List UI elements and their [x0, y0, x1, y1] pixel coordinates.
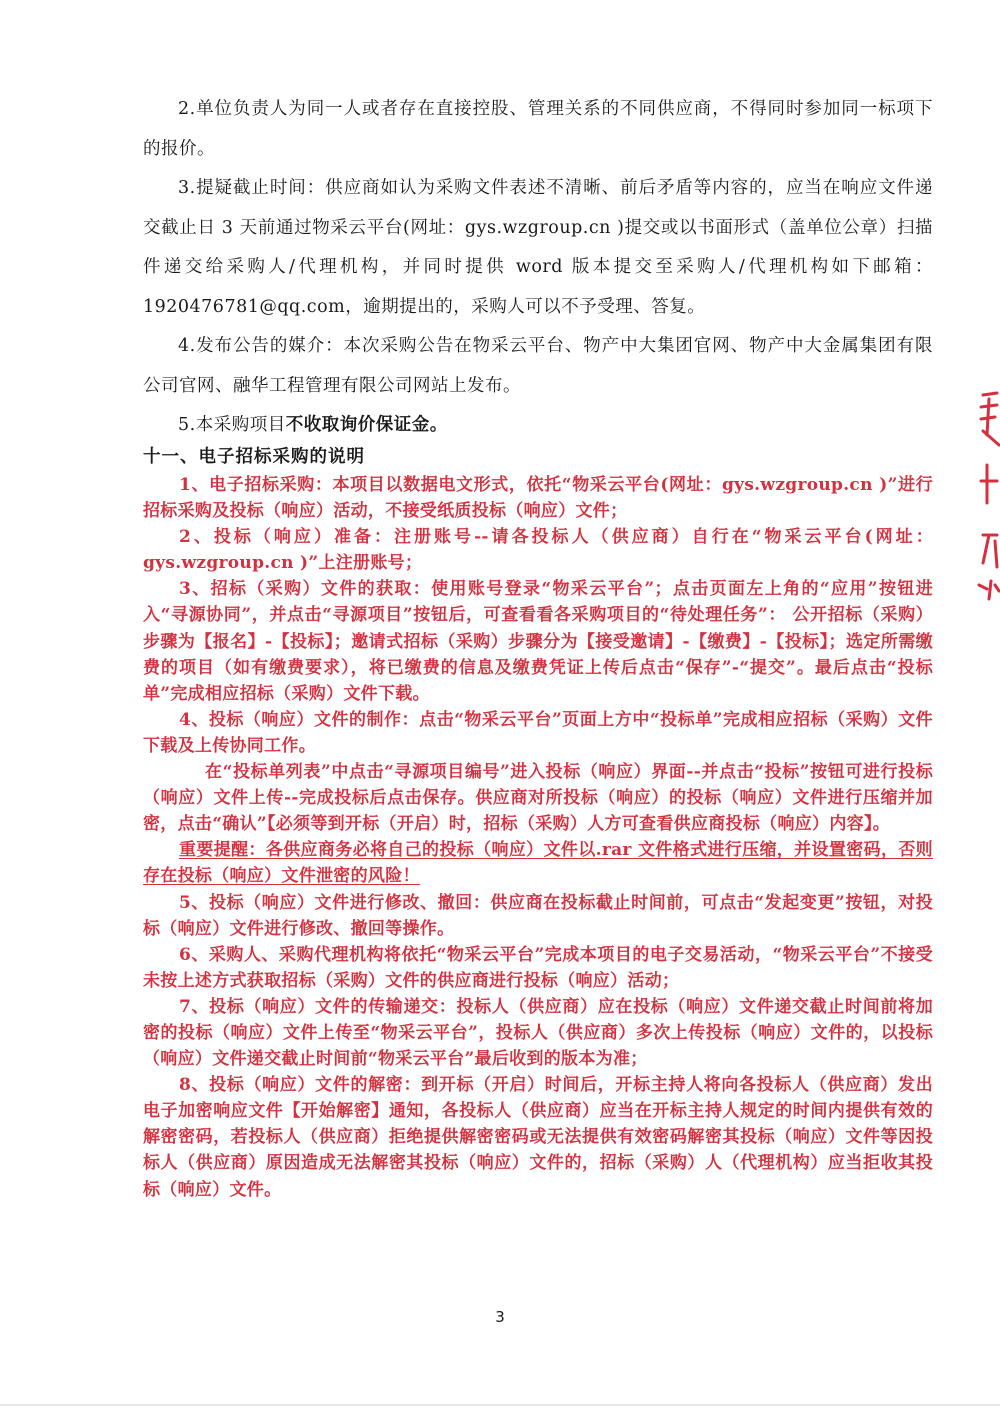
red-item-2: 2、投标（响应）准备：注册账号--请各投标人（供应商）自行在“物采云平台(网址：gys.wzgroup.cn )”上注册账号；	[143, 527, 933, 574]
paragraph-5	[143, 406, 933, 446]
seal-stamp-fragment	[975, 385, 1000, 605]
red-item-4-detail: 在“投标单列表”中点击“寻源项目编号”进入投标（响应）界面--并点击“投标”按钮可进行投标（响应）文件上传--完成投标后点击保存。供应商对所投标（响应）的投标（响应）文件进行压缩并加密，点击“确认”【必须等到开标（开启）时，招标（采购）人方可查看供应商投标（响应）内容】。	[143, 762, 933, 835]
red-item-3: 3、招标（采购）文件的获取：使用账号登录“物采云平台”；点击页面左上角的“应用”按钮进入“寻源协同”，并点击“寻源项目”按钮后，可查看看各采购项目的“待处理任务”： 公开招标（采购）步骤为【报名】-【投标】；邀请式招标（采购）步骤分为【接受邀请】-【缴费】-【投标】；选定所需缴费的项目（如有缴费要求），将已缴费的信息及缴费凭证上传后点击“保存”-“提交”。最后点击“投标单”完成相应招标（采购）文件下载。	[143, 579, 933, 704]
red-item-8: 8、投标（响应）文件的解密：到开标（开启）时间后，开标主持人将向各投标人（供应商）发出电子加密响应文件【开始解密】通知，各投标人（供应商）应当在开标主持人规定的时间内提供有效的解密密码，若投标人（供应商）拒绝提供解密密码或无法提供有效密码解密其投标（响应）文件等因投标人（供应商）原因造成无法解密其投标（响应）文件的，招标（采购）人（代理机构）应当拒收其投标（响应）文件。	[143, 1075, 933, 1200]
important-warning: 重要提醒：各供应商务必将自己的投标（响应）文件以.rar 文件格式进行压缩，并设置密码，否则存在投标（响应）文件泄密的风险！	[143, 840, 933, 887]
red-item-4: 4、投标（响应）文件的制作：点击“物采云平台”页面上方中“投标单”完成相应招标（采购）文件下载及上传协同工作。	[143, 709, 933, 756]
red-instructions	[143, 472, 933, 1203]
scan-edge	[0, 1404, 1000, 1406]
black-paragraphs	[143, 90, 933, 446]
paragraph-5-prefix: 5.本采购项目	[178, 415, 286, 435]
red-item-6: 6、采购人、采购代理机构将依托“物采云平台”完成本项目的电子交易活动，“物采云平台”不接受未按上述方式获取招标（采购）文件的供应商进行投标（响应）活动；	[143, 944, 933, 991]
red-item-5: 5、投标（响应）文件进行修改、撤回：供应商在投标截止时间前，可点击“发起变更”按钮，对投标（响应）文件进行修改、撤回等操作。	[143, 892, 933, 939]
paragraph-5-bold: 不收取询价保证金。	[285, 415, 448, 435]
page-number: 3	[495, 1308, 505, 1326]
section-title: 十一、电子招标采购的说明	[143, 447, 365, 467]
red-item-1: 1、电子招标采购：本项目以数据电文形式，依托“物采云平台(网址：gys.wzgroup.cn )”进行招标采购及投标（响应）活动，不接受纸质投标（响应）文件；	[143, 475, 933, 522]
paragraph-2: 2.单位负责人为同一人或者存在直接控股、管理关系的不同供应商，不得同时参加同一标项下的报价。	[143, 99, 933, 159]
paragraph-3: 3.提疑截止时间：供应商如认为采购文件表述不清晰、前后矛盾等内容的，应当在响应文件递交截止日 3 天前通过物采云平台(网址：gys.wzgroup.cn )提交或以书面形式（盖单位公章）扫描件递交给采购人/代理机构，并同时提供 word 版本提交至采购人/代理机构如下邮箱：1920476781@qq.com，逾期提出的，采购人可以不予受理、答复。	[143, 178, 933, 317]
red-item-7: 7、投标（响应）文件的传输递交：投标人（供应商）应在投标（响应）文件递交截止时间前将加密的投标（响应）文件上传至“物采云平台”，投标人（供应商）多次上传投标（响应）文件的，以投标（响应）文件递交截止时间前“物采云平台”最后收到的版本为准；	[143, 996, 933, 1070]
paragraph-4: 4.发布公告的媒介：本次采购公告在物采云平台、物产中大集团官网、物产中大金属集团有限公司官网、融华工程管理有限公司网站上发布。	[143, 336, 933, 396]
